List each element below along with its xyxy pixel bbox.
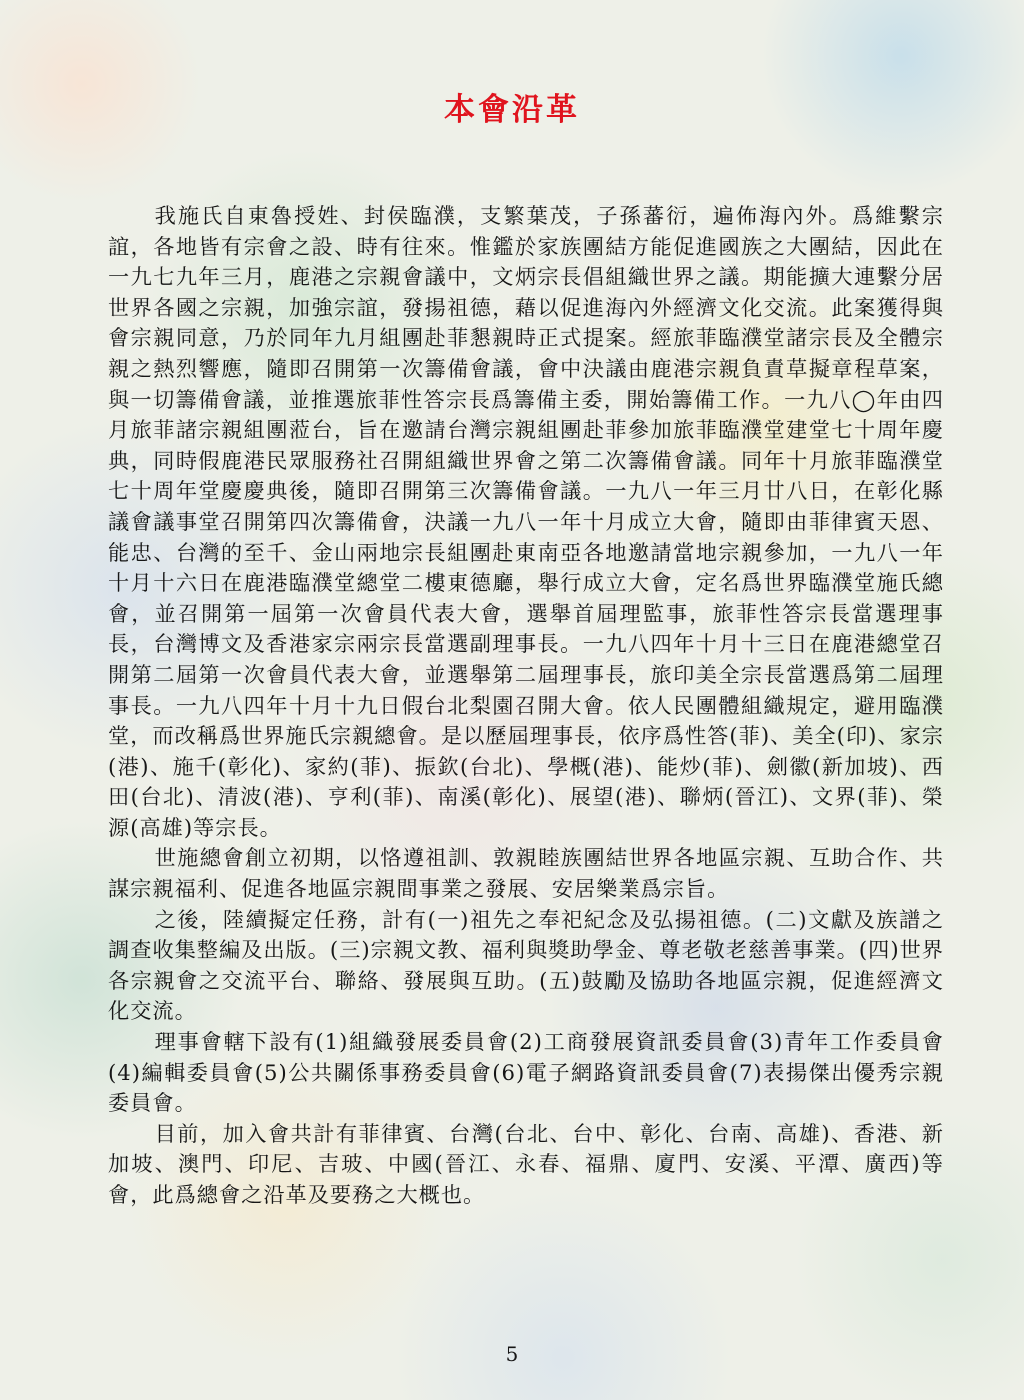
paragraph-tasks: 之後，陸續擬定任務，計有(一)祖先之奉祀紀念及弘揚祖德。(二)文獻及族譜之調查收集整編及出版。(三)宗親文教、福利與獎助學金、尊老敬老慈善事業。(四)世界各宗親會之交流平台、聯絡、發展與互助。(五)鼓勵及協助各地區宗親，促進經濟文化交流。 <box>108 906 944 1024</box>
paragraph-committees: 理事會轄下設有(1)組織發展委員會(2)工商發展資訊委員會(3)青年工作委員會(4)編輯委員會(5)公共關係事務委員會(6)電子網路資訊委員會(7)表揚傑出優秀宗親委員會。 <box>108 1029 944 1116</box>
page-number: 5 <box>505 1342 519 1366</box>
page-title: 本會沿革 <box>444 92 580 128</box>
paragraph-purpose: 世施總會創立初期，以恪遵祖訓、敦親睦族團結世界各地區宗親、互助合作、共謀宗親福利、促進各地區宗親間事業之發展、安居樂業爲宗旨。 <box>108 845 944 902</box>
paragraph-founding-history: 我施氏自東魯授姓、封侯臨濮，支繁葉茂，子孫蕃衍，遍佈海內外。爲維繫宗誼，各地皆有宗會之設、時有往來。惟鑑於家族團結方能促進國族之大團結，因此在一九七九年三月，鹿港之宗親會議中，文炳宗長倡組織世界之議。期能擴大連繫分居世界各國之宗親，加強宗誼，發揚祖德，藉以促進海內外經濟文化交流。此案獲得與會宗親同意，乃於同年九月組團赴菲懇親時正式提案。經旅菲臨濮堂諸宗長及全體宗親之熱烈響應，隨即召開第一次籌備會議，會中決議由鹿港宗親負責草擬章程草案，與一切籌備會議，並推選旅菲性答宗長爲籌備主委，開始籌備工作。一九八◯年由四月旅菲諸宗親組團蒞台，旨在邀請台灣宗親組團赴菲參加旅菲臨濮堂建堂七十周年慶典，同時假鹿港民眾服務社召開組織世界會之第二次籌備會議。同年十月旅菲臨濮堂七十周年堂慶慶典後，隨即召開第三次籌備會議。一九八一年三月廿八日，在彰化縣議會議事堂召開第四次籌備會，決議一九八一年十月成立大會，隨即由菲律賓天恩、能忠、台灣的至千、金山兩地宗長組團赴東南亞各地邀請當地宗親參加，一九八一年十月十六日在鹿港臨濮堂總堂二樓東德廳，舉行成立大會，定名爲世界臨濮堂施氏總會，並召開第一屆第一次會員代表大會，選舉首屆理監事，旅菲性答宗長當選理事長，台灣博文及香港家宗兩宗長當選副理事長。一九八四年十月十三日在鹿港總堂召開第二屆第一次會員代表大會，並選舉第二屆理事長，旅印美全宗長當選爲第二屆理事長。一九八四年十月十九日假台北梨園召開大會。依人民團體組織規定，避用臨濮堂，而改稱爲世界施氏宗親總會。是以歷屆理事長，依序爲性答(菲)、美全(印)、家宗(港)、施千(彰化)、家約(菲)、振欽(台北)、學概(港)、能炒(菲)、劍徽(新加坡)、西田(台北)、清波(港)、亨利(菲)、南溪(彰化)、展望(港)、聯炳(晉江)、文界(菲)、榮源(高雄)等宗長。 <box>108 203 944 840</box>
paragraph-member-associations: 目前，加入會共計有菲律賓、台灣(台北、台中、彰化、台南、高雄)、香港、新加坡、澳門、印尼、吉玻、中國(晉江、永春、福鼎、廈門、安溪、平潭、廣西)等會，此爲總會之沿革及要務之大概也。 <box>108 1120 944 1207</box>
history-text <box>108 201 944 1211</box>
